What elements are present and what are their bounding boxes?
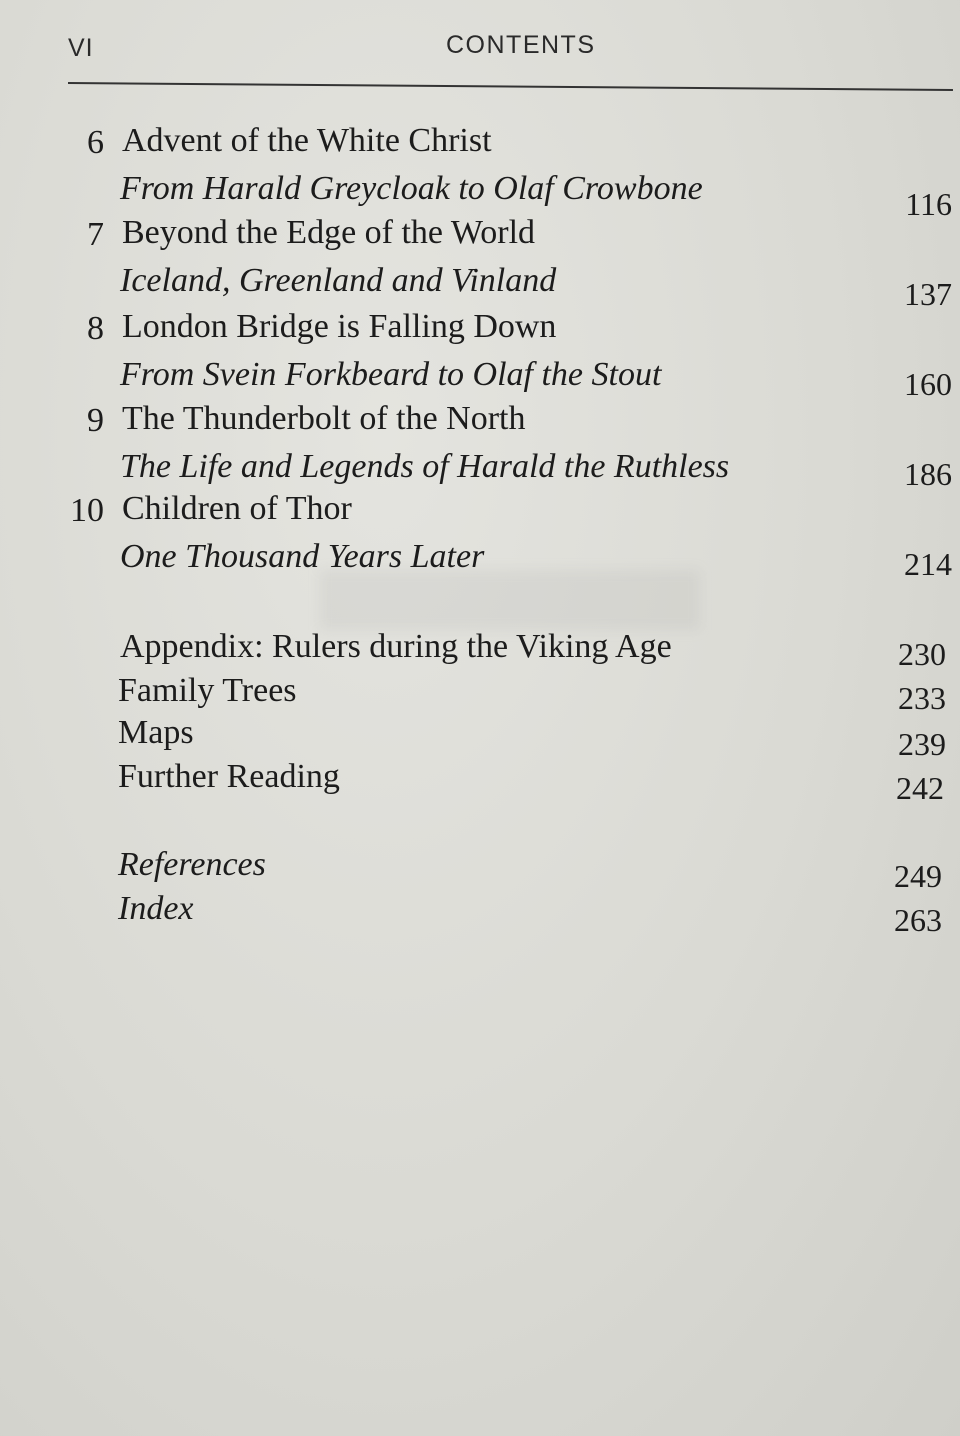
chapter-subtitle: From Harald Greycloak to Olaf Crowbone — [120, 170, 703, 207]
chapter-title: Beyond the Edge of the World — [122, 214, 536, 251]
show-through-shadow — [320, 570, 700, 630]
toc-entry-title: Maps — [118, 714, 194, 751]
chapter-number: 8 — [87, 310, 104, 347]
page-number: 230 — [898, 636, 946, 672]
page-number: 116 — [905, 186, 952, 222]
header-rule — [68, 82, 953, 91]
page-number: 160 — [904, 366, 952, 402]
chapter-title: Children of Thor — [122, 490, 352, 527]
chapter-number: 7 — [87, 216, 104, 253]
page-number: 214 — [904, 546, 952, 582]
chapter-number: 6 — [87, 124, 104, 161]
page-folio: VI — [68, 34, 94, 62]
page-number: 137 — [904, 276, 952, 312]
chapter-title: The Thunderbolt of the North — [122, 400, 526, 437]
page-number: 233 — [898, 680, 946, 716]
page-number: 186 — [904, 456, 952, 492]
page-number: 249 — [894, 858, 942, 894]
toc-entry-title: Appendix: Rulers during the Viking Age — [120, 628, 672, 665]
toc-entry-title: Further Reading — [118, 758, 340, 795]
running-head: CONTENTS — [446, 31, 596, 59]
chapter-subtitle: The Life and Legends of Harald the Ruthless — [120, 448, 730, 485]
chapter-number: 9 — [87, 402, 104, 439]
chapter-title: London Bridge is Falling Down — [122, 308, 557, 345]
chapter-subtitle: Iceland, Greenland and Vinland — [120, 262, 557, 299]
toc-entry-title: Family Trees — [118, 672, 297, 709]
chapter-title: Advent of the White Christ — [122, 122, 492, 159]
chapter-number: 10 — [70, 492, 104, 529]
page-number: 239 — [898, 726, 946, 762]
page-number: 242 — [896, 770, 944, 806]
chapter-subtitle: One Thousand Years Later — [120, 538, 485, 575]
toc-entry-title: References — [118, 846, 266, 883]
toc-entry-title: Index — [118, 890, 194, 927]
page-number: 263 — [894, 902, 942, 938]
chapter-subtitle: From Svein Forkbeard to Olaf the Stout — [120, 356, 662, 393]
